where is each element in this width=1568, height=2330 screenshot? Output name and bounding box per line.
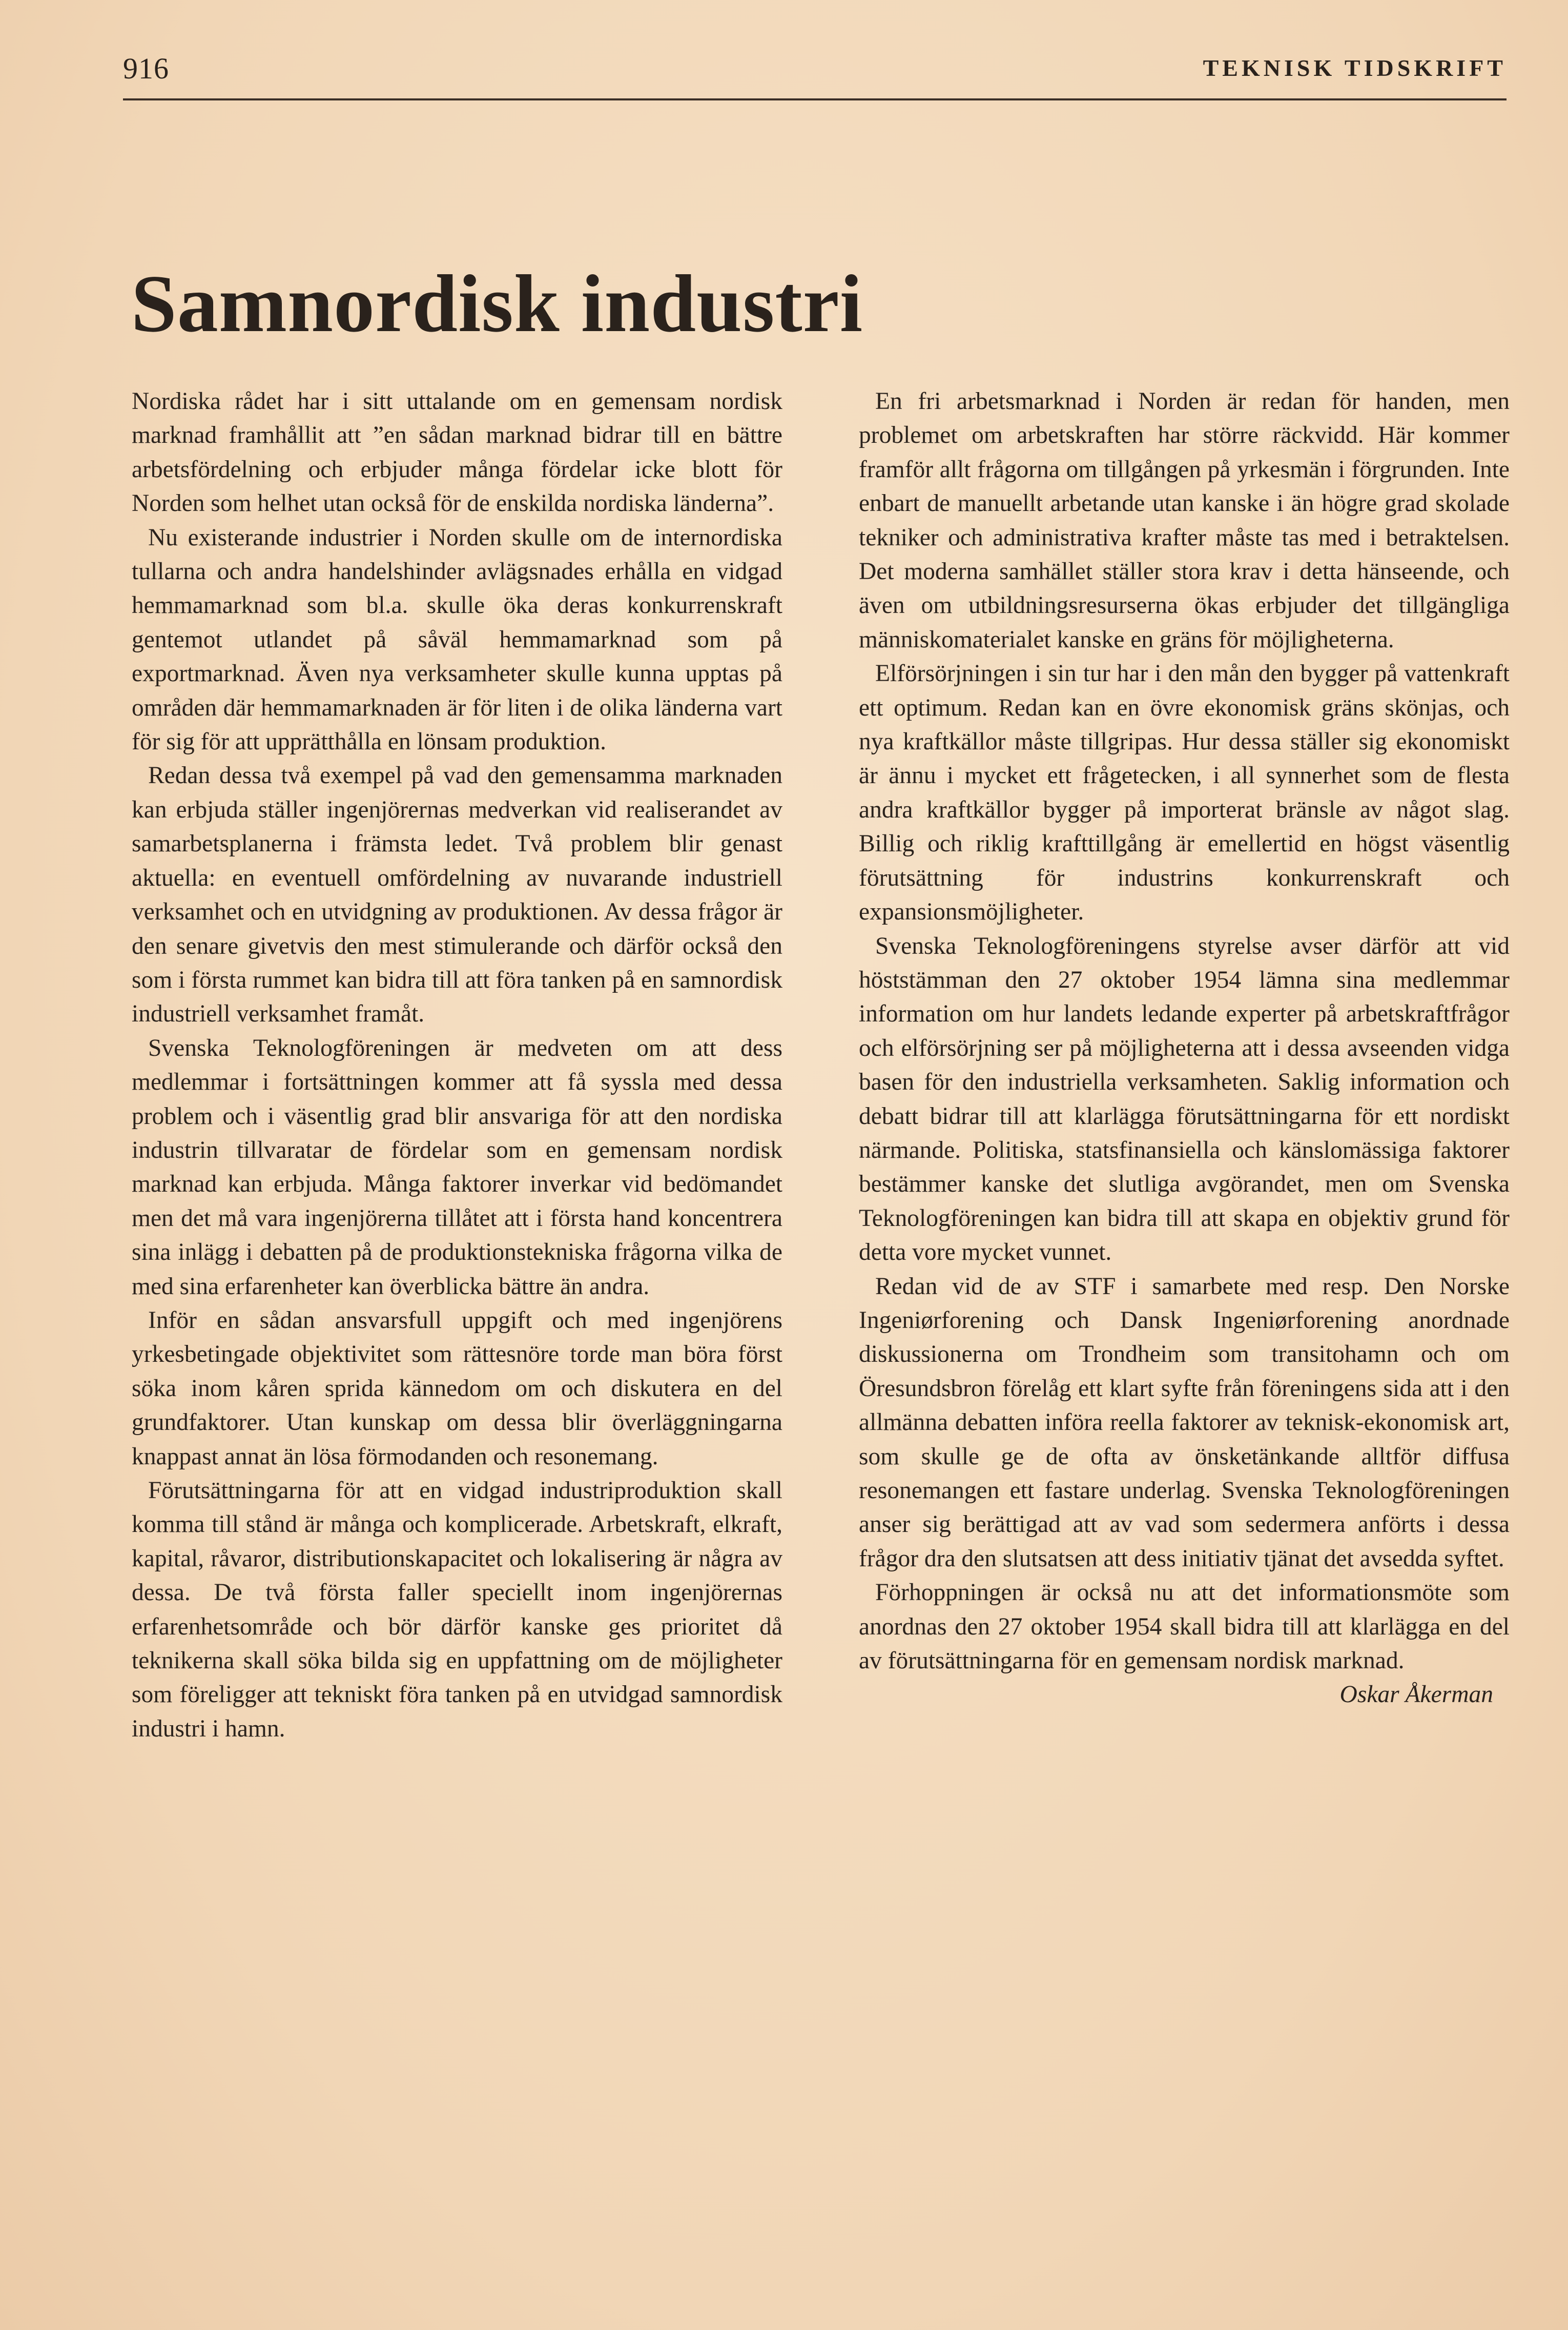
paragraph-10: Redan vid de av STF i samarbete med resp. Den Norske Ingeniørforening och Dansk Ingeniørforening anordnade diskussionerna om Trondheim som transitohamn och om Öresundsbron förelåg ett klart syfte från föreningens sida att i den allmänna debatten införa reella faktorer av teknisk-ekonomisk art, som skulle ge de ofta av önsketänkande alltför diffusa resonemangen ett fastare underlag. Svenska Teknologföreningen anser sig berättigad att av vad som sedermera anförts i dessa frågor dra den slutsatsen att dess initiativ tjänat det avsedda syftet. <box>859 1273 1510 1572</box>
author-signature: Oskar Åkerman <box>1339 1681 1493 1708</box>
paragraph-5: Inför en sådan ansvarsfull uppgift och med ingenjörens yrkesbetingade objektivitet som rättesnöre torde man böra först söka inom kåren sprida kännedom om och diskutera en del grundfaktorer. Utan kunskap om dessa blir överläggningarna knappast annat än lösa förmodanden och resonemang. <box>132 1306 782 1470</box>
paragraph-9: Svenska Teknologföreningens styrelse avser därför att vid höststämman den 27 oktober 1954 lämna sina medlemmar information om hur landets ledande experter på arbetskraftfrågor och elförsörjning ser på möjligheterna att i dessa avseenden vidga basen för den industriella verksamheten. Saklig information och debatt bidrar till att klarlägga förutsättningarna för ett nordiskt närmande. Politiska, statsfinansiella och känslomässiga faktorer bestämmer kanske det slutliga avgörandet, men om Svenska Teknologföreningen kan bidra till att skapa en objektiv grund för detta vore mycket vunnet. <box>859 932 1510 1266</box>
page-header <box>123 47 1507 100</box>
paragraph-11: Förhoppningen är också nu att det informationsmöte som anordnas den 27 oktober 1954 skall bidra till att klarlägga en del av förutsättningarna för en gemensam nordisk marknad. <box>859 1579 1510 1674</box>
paragraph-3: Redan dessa två exempel på vad den gemensamma marknaden kan erbjuda ställer ingenjörernas medverkan vid realiserandet av samarbetsplanerna i främsta ledet. Två problem blir genast aktuella: en eventuell omfördelning av nuvarande industriell verksamhet och en utvidgning av produktionen. Av dessa frågor är den senare givetvis den mest stimulerande och därför också den som i första rummet kan bidra till att föra tanken på en samnordisk industriell verksamhet framåt. <box>132 762 782 1028</box>
paragraph-2: Nu existerande industrier i Norden skulle om de internordiska tullarna och andra handelshinder avlägsnades erhålla en vidgad hemmamarknad som bl.a. skulle öka deras konkurrenskraft gentemot utlandet på såväl hemmamarknad som på exportmarknad. Även nya verksamheter skulle kunna upptas på områden där hemmamarknaden är för liten i de olika länderna vart för sig för att upprätthålla en lönsam produktion. <box>132 524 782 755</box>
paragraph-6: Förutsättningarna för att en vidgad industriproduktion skall komma till stånd är många och komplicerade. Arbetskraft, elkraft, kapital, råvaror, distributionskapacitet och lokalisering är några av dessa. De två första faller speciellt inom ingenjörernas erfarenhetsområde och bör därför kanske ges prioritet då teknikerna skall söka bilda sig en uppfattning om de möjligheter som föreligger att tekniskt föra tanken på en utvidgad samnordisk industri i hamn. <box>132 1477 782 1742</box>
right-column <box>859 384 1510 1712</box>
left-column <box>132 384 782 1746</box>
journal-name: TEKNISK TIDSKRIFT <box>1203 55 1507 81</box>
paragraph-7: En fri arbetsmarknad i Norden är redan för handen, men problemet om arbetskraften har större räckvidd. Här kommer framför allt frågorna om tillgången på yrkesmän i förgrunden. Inte enbart de manuellt arbetande utan kanske i än högre grad skolade tekniker och administrativa krafter måste tas med i betraktelsen. Det moderna samhället ställer stora krav i detta hänseende, och även om utbildningsresurserna ökas erbjuder det tillgängliga människomaterialet kanske en gräns för möjligheterna. <box>859 388 1510 653</box>
paragraph-4: Svenska Teknologföreningen är medveten om att dess medlemmar i fortsättningen kommer att få syssla med dessa problem och i väsentlig grad blir ansvariga för att den nordiska industrin tillvaratar de fördelar som en gemensam nordisk marknad kan erbjuda. Många faktorer inverkar vid bedömandet men det må vara ingenjörerna tillåtet att i första hand koncentrera sina inlägg i debatten på de produktionstekniska frågorna vilka de med sina erfarenheter kan överblicka bättre än andra. <box>132 1034 782 1300</box>
page-number: 916 <box>123 52 169 85</box>
paragraph-1: Nordiska rådet har i sitt uttalande om en gemensam nordisk marknad framhållit att ”en sådan marknad bidrar till en bättre arbetsfördelning och erbjuder många fördelar icke blott för Norden som helhet utan också för de enskilda nordiska länderna”. <box>132 388 782 517</box>
paragraph-8: Elförsörjningen i sin tur har i den mån den bygger på vattenkraft ett optimum. Redan kan en övre ekonomisk gräns skönjas, och nya kraftkällor måste tillgripas. Hur dessa ställer sig ekonomiskt är ännu i mycket ett frågetecken, i all synnerhet som de flesta andra kraftkällor bygger på importerat bränsle av något slag. Billig och riklig krafttillgång är emellertid en högst väsentlig förutsättning för industrins konkurrenskraft och expansionsmöjligheter. <box>859 660 1510 926</box>
article-title: Samnordisk industri <box>131 258 863 349</box>
